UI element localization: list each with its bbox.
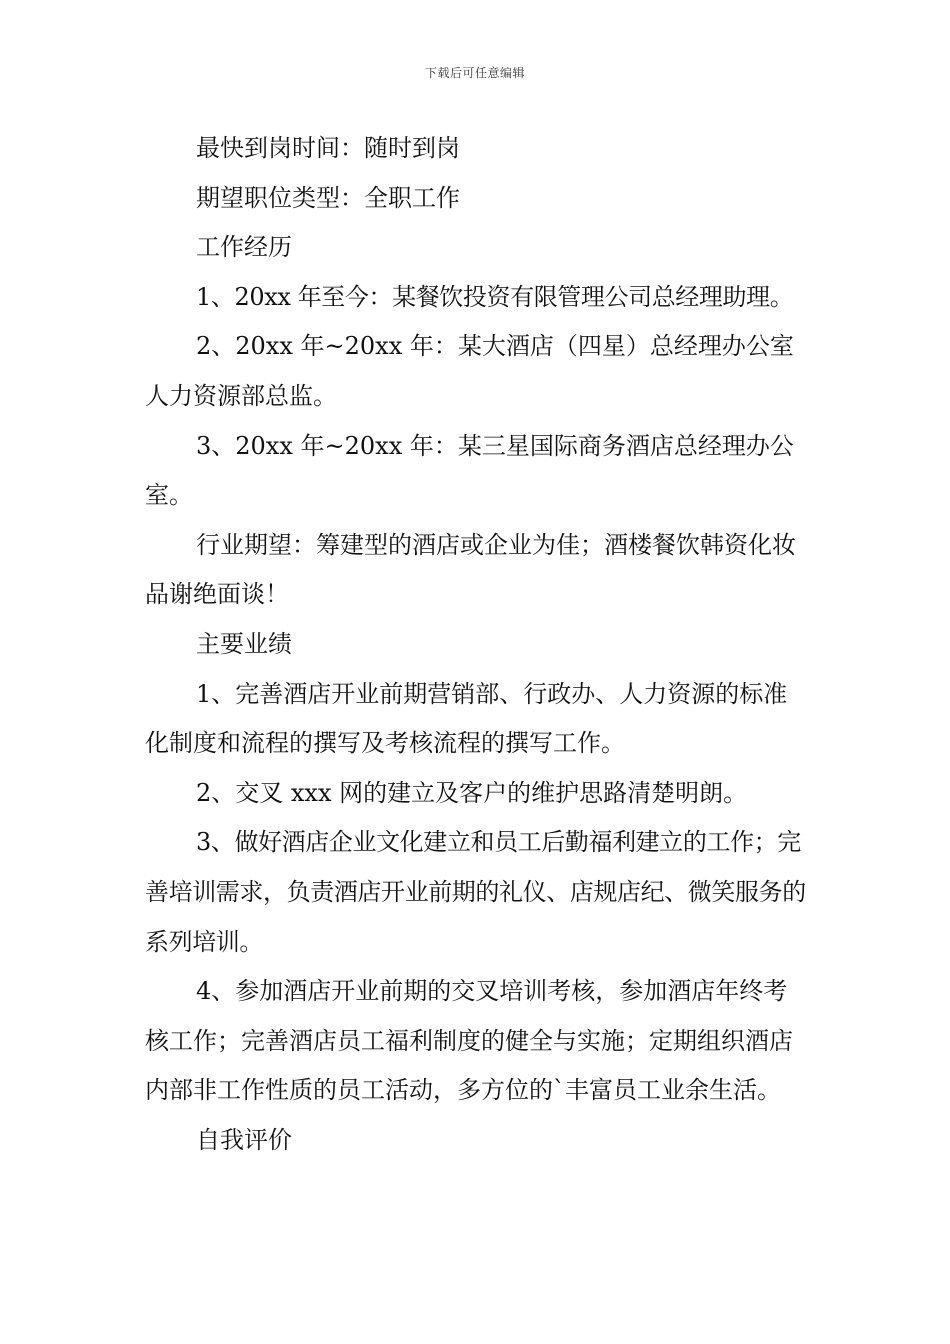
- section-heading-achievements: 主要业绩: [196, 629, 292, 658]
- paragraph-experience-2: 2、20xx 年~20xx 年：某大酒店（四星）总经理办公室人力资源部总监。: [145, 332, 794, 410]
- paragraph-experience-1: 1、20xx 年至今：某餐饮投资有限管理公司总经理助理。: [196, 282, 794, 311]
- paragraph-achievement-3: 3、做好酒店企业文化建立和员工后勤福利建立的工作；完善培训需求，负责酒店开业前期的礼仪、店规店纪、微笑服务的系列培训。: [145, 828, 806, 956]
- paragraph-achievement-4: 4、参加酒店开业前期的交叉培训考核，参加酒店年终考核工作；完善酒店员工福利制度的健全与实施；定期组织酒店内部非工作性质的员工活动，多方位的`丰富员工业余生活。: [145, 977, 793, 1105]
- section-heading-work-experience: 工作经历: [196, 233, 292, 262]
- paragraph-experience-3: 3、20xx 年~20xx 年：某三星国际商务酒店总经理办公室。: [145, 431, 794, 510]
- page-header-watermark: 下载后可任意编辑: [424, 66, 525, 80]
- paragraph-arrival-time: 最快到岗时间：随时到岗: [196, 134, 460, 162]
- paragraph-industry-expectation: 行业期望：筹建型的酒店或企业为佳；酒楼餐饮韩资化妆品谢绝面谈！: [145, 530, 796, 609]
- paragraph-job-type: 期望职位类型：全职工作: [196, 183, 460, 212]
- document-body: [145, 124, 810, 1165]
- paragraph-achievement-2: 2、交叉 xxx 网的建立及客户的维护思路清楚明朗。: [196, 778, 748, 807]
- section-heading-self-evaluation: 自我评价: [196, 1125, 292, 1154]
- paragraph-achievement-1: 1、完善酒店开业前期营销部、行政办、人力资源的标准化制度和流程的撰写及考核流程的撰写工作。: [145, 679, 788, 758]
